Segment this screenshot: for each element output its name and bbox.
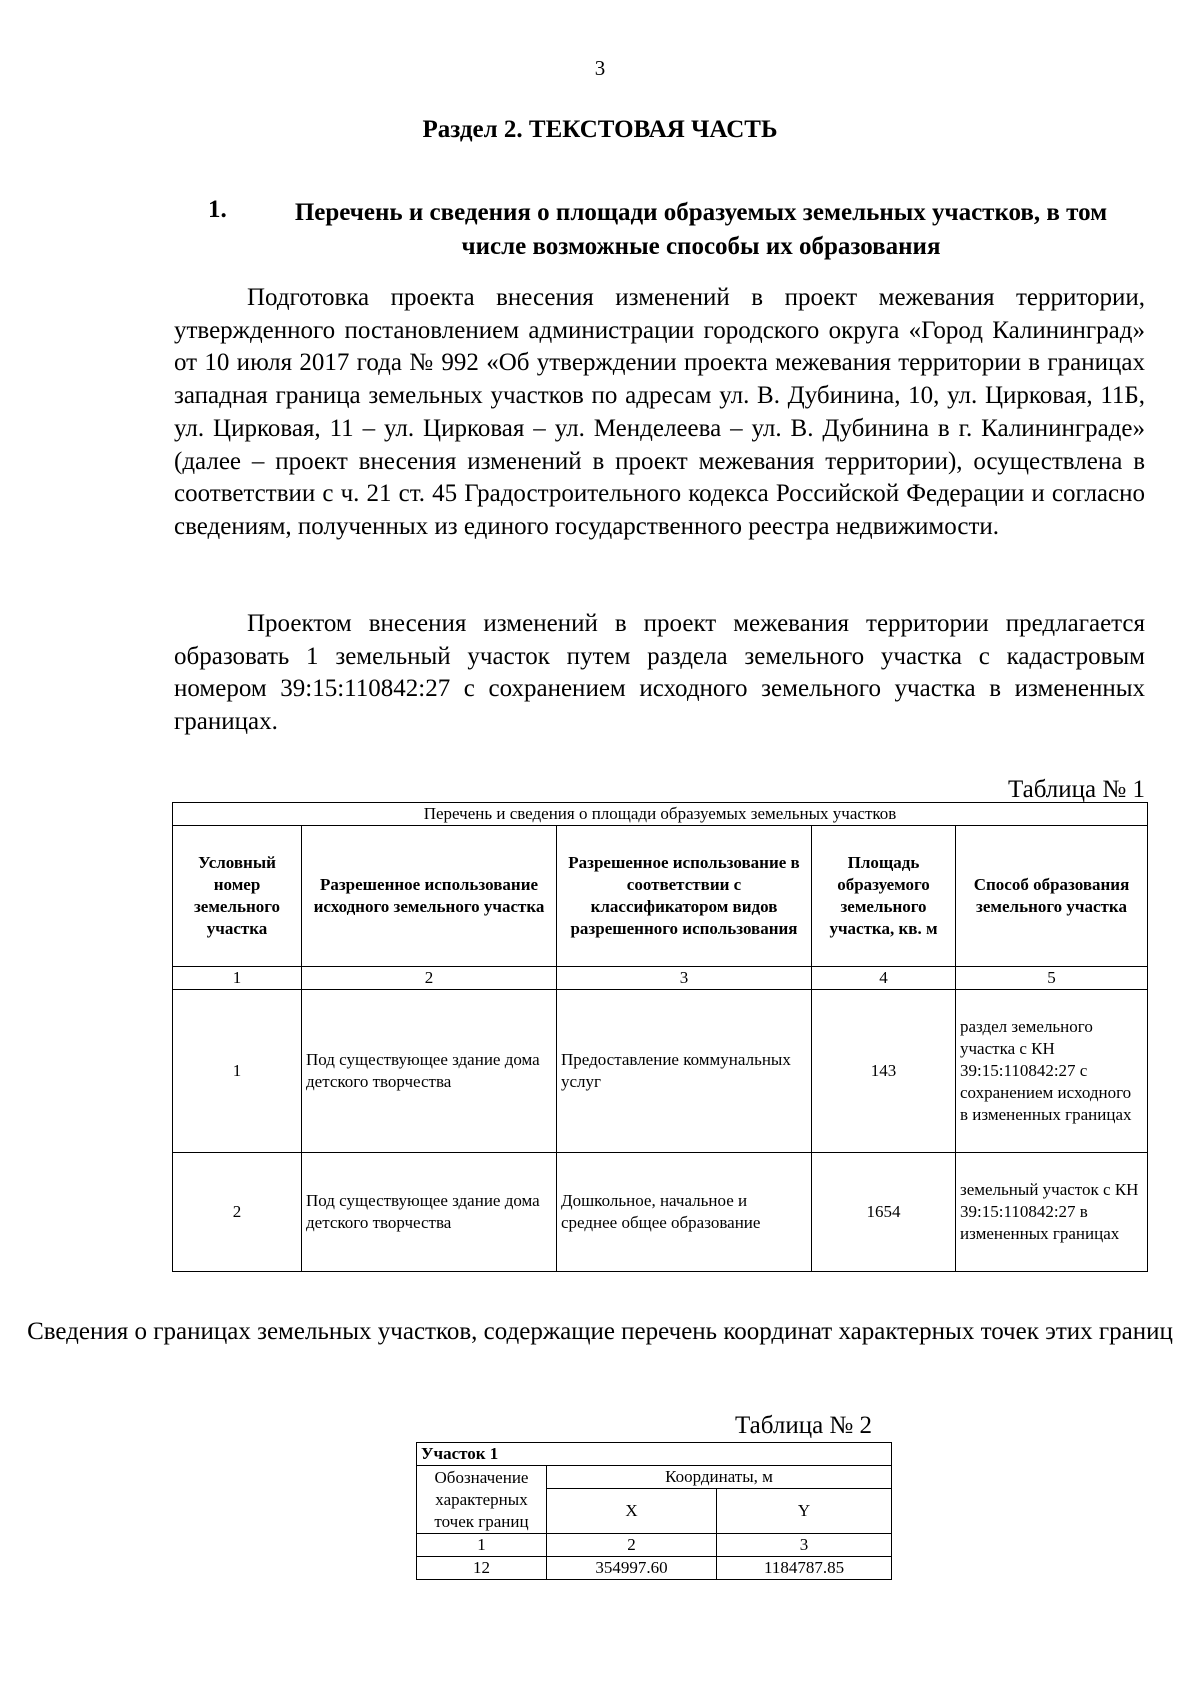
table2-column-number: 1 [417,1534,547,1557]
table2-cell: 12 [417,1557,547,1580]
paragraph-2-text: Проектом внесения изменений в проект межевания территории предлагается образовать 1 земельный участок путем раздела земельного участка с кадастровым номером 39:15:110842:27 с сохранением исходного земельного участка в измененных границах. [174,610,1145,736]
table1-cell: Предоставление коммунальных услуг [557,990,812,1153]
table1-cell: Под существующее здание дома детского творчества [302,990,557,1153]
table2-cell: 354997.60 [547,1557,717,1580]
table1-column-number: 2 [302,967,557,990]
table2 [416,1442,892,1580]
table1 [172,802,1148,1272]
table2-plot-label: Участок 1 [417,1443,892,1466]
table1-cell: Под существующее здание дома детского творчества [302,1153,557,1272]
table2-point-header: Обозначение характерных точек границ [417,1466,547,1534]
table1-header-cell: Разрешенное использование исходного земельного участка [302,826,557,967]
paragraph-1-text: Подготовка проекта внесения изменений в проект межевания территории, утвержденного постановлением администрации городского округа «Город Калининград» от 10 июля 2017 года № 992 «Об утверждении проекта межевания территории в границах западная граница земельных участков по адресам ул. В. Дубинина, 10, ул. Цирковая, 11Б, ул. Цирковая, 11 – ул. Цирковая – ул. Менделеева – ул. В. Дубинина в г. Калининграде» (далее – проект внесения изменений в проект межевания территории), осуществлена в соответствии с ч. 21 ст. 45 Градостроительного кодекса Российской Федерации и согласно сведениям, полученных из единого государственного реестра недвижимости. [174,284,1145,540]
table1-cell: 143 [812,990,956,1153]
table1-caption: Таблица № 1 [1007,776,1145,803]
table1-cell: раздел земельного участка с КН 39:15:110842:27 с сохранением исходного в измененных границах [956,990,1148,1153]
page-number: 3 [594,56,606,80]
table1-title-row [173,803,1148,826]
table-row [417,1557,892,1580]
table2-header-row [417,1466,892,1489]
table2-column-numbers-row [417,1534,892,1557]
table1-header-row [173,826,1148,967]
table2-column-number: 2 [547,1534,717,1557]
table2-caption: Таблица № 2 [735,1412,873,1439]
table1-header-cell: Разрешенное использование в соответствии с классификатором видов разрешенного использования [557,826,812,967]
table1-cell: 1654 [812,1153,956,1272]
table1-column-number: 3 [557,967,812,990]
table-row [173,990,1148,1153]
table2-y-header: Y [717,1489,892,1534]
table1-header-cell: Способ образования земельного участка [956,826,1148,967]
table1-column-number: 5 [956,967,1148,990]
sub-heading: Сведения о границах земельных участков, содержащие перечень координат характерных точек этих границ [27,1318,1173,1345]
heading-number: 1. [208,196,227,223]
table1-column-number: 4 [812,967,956,990]
table2-column-number: 3 [717,1534,892,1557]
heading-text: Перечень и сведения о площади образуемых земельных участков, в том числе возможные способы их образования [294,199,1108,260]
table1-cell: 2 [173,1153,302,1272]
table1-column-numbers-row [173,967,1148,990]
table2-cell: 1184787.85 [717,1557,892,1580]
table2-x-header: X [547,1489,717,1534]
table1-header-cell: Условный номер земельного участка [173,826,302,967]
table-row [173,1153,1148,1272]
paragraph-2 [174,608,1145,739]
table2-plot-row [417,1443,892,1466]
table2-coords-header: Координаты, м [547,1466,892,1489]
table1-cell: 1 [173,990,302,1153]
table1-header-cell: Площадь образуемого земельного участка, кв. м [812,826,956,967]
paragraph-1 [174,282,1145,544]
table1-cell: Дошкольное, начальное и среднее общее образование [557,1153,812,1272]
table1-column-number: 1 [173,967,302,990]
table1-title: Перечень и сведения о площади образуемых земельных участков [173,803,1148,826]
section-title: Раздел 2. ТЕКСТОВАЯ ЧАСТЬ [422,116,778,143]
table1-cell: земельный участок с КН 39:15:110842:27 в измененных границах [956,1153,1148,1272]
